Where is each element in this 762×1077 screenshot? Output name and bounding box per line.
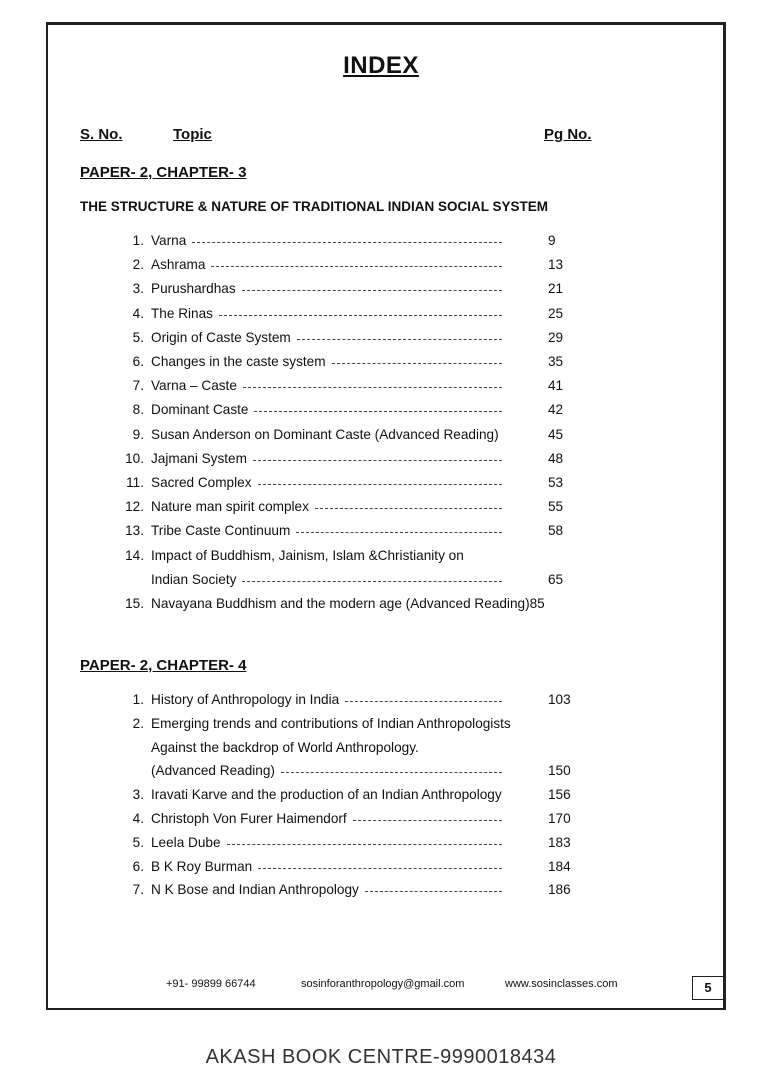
leader-dots bbox=[296, 532, 502, 533]
toc-entry-label: Sacred Complex bbox=[151, 475, 252, 490]
leader-dots bbox=[365, 891, 502, 892]
toc-entry-label: Christoph Von Furer Haimendorf bbox=[151, 811, 347, 826]
toc-entry-number: 4. bbox=[132, 305, 144, 321]
footer-website[interactable]: www.sosinclasses.com bbox=[505, 978, 618, 990]
toc-entry-page: 13 bbox=[548, 257, 564, 273]
toc-entry-page: 170 bbox=[548, 811, 571, 826]
toc-entry-page: 35 bbox=[548, 354, 564, 369]
chapter-4-heading: PAPER- 2, CHAPTER- 4 bbox=[80, 657, 247, 674]
toc-entry bbox=[0, 230, 762, 252]
toc-entry-label: Against the backdrop of World Anthropology. bbox=[151, 739, 419, 755]
toc-entry-number: 9. bbox=[132, 426, 144, 442]
toc-entry-number: 13. bbox=[125, 523, 144, 539]
leader-dots bbox=[211, 266, 502, 267]
toc-entry-page: 186 bbox=[548, 882, 571, 898]
toc-entry bbox=[0, 832, 762, 854]
toc-entry-label: N K Bose and Indian Anthropology bbox=[151, 882, 359, 898]
toc-entry-number: 2. bbox=[132, 715, 144, 731]
sno-header: S. No. bbox=[80, 126, 123, 143]
footer-phone: +91- 99899 66744 bbox=[166, 978, 256, 990]
leader-dots bbox=[281, 772, 502, 773]
toc-entry-label: Impact of Buddhism, Jainism, Islam &Christianity on bbox=[151, 547, 464, 563]
toc-entry bbox=[0, 278, 762, 300]
leader-dots bbox=[332, 363, 502, 364]
toc-entry-label: B K Roy Burman bbox=[151, 858, 253, 874]
toc-entry-number: 3. bbox=[132, 787, 144, 803]
toc-entry bbox=[0, 856, 762, 878]
toc-entry-page: 183 bbox=[548, 834, 571, 850]
footer-email[interactable]: sosinforanthropology@gmail.com bbox=[301, 978, 465, 990]
toc-entry-number: 5. bbox=[132, 329, 144, 345]
toc-entry-number: 3. bbox=[132, 281, 144, 297]
leader-dots bbox=[297, 339, 502, 340]
topic-header: Topic bbox=[173, 126, 212, 143]
toc-entry-number: 5. bbox=[132, 834, 144, 850]
toc-entry-label: History of Anthropology in India bbox=[151, 692, 340, 707]
leader-dots bbox=[345, 701, 502, 702]
toc-entry-label: Varna – Caste bbox=[151, 378, 237, 394]
toc-entry-page: 156 bbox=[548, 787, 571, 803]
toc-entry bbox=[0, 303, 762, 325]
toc-entry bbox=[0, 254, 762, 276]
toc-entry-number: 7. bbox=[132, 378, 144, 394]
page-title: INDEX bbox=[343, 52, 419, 79]
toc-entry bbox=[0, 760, 762, 782]
toc-entry-page: 45 bbox=[548, 426, 564, 442]
leader-dots bbox=[315, 508, 502, 509]
toc-entry-label: Ashrama bbox=[151, 257, 206, 273]
toc-entry bbox=[0, 424, 762, 446]
toc-entry bbox=[0, 520, 762, 542]
toc-entry-number: 1. bbox=[132, 233, 144, 248]
toc-entry bbox=[0, 713, 762, 735]
toc-entry-label: Varna bbox=[151, 233, 187, 248]
watermark-text: AKASH BOOK CENTRE-9990018434 bbox=[205, 1046, 557, 1068]
toc-entry-page: 21 bbox=[548, 281, 564, 297]
toc-entry-number: 6. bbox=[132, 354, 144, 369]
toc-entry-page: 9 bbox=[548, 233, 556, 248]
toc-entry-number: 6. bbox=[132, 858, 144, 874]
leader-dots bbox=[258, 868, 502, 869]
toc-entry bbox=[0, 545, 762, 567]
section-title: THE STRUCTURE & NATURE OF TRADITIONAL INDIAN SOCIAL SYSTEM bbox=[80, 199, 549, 214]
toc-entry-number: 1. bbox=[132, 692, 144, 707]
leader-dots bbox=[227, 844, 502, 845]
toc-entry-label: Changes in the caste system bbox=[151, 354, 326, 369]
toc-entry-label: Jajmani System bbox=[151, 450, 247, 466]
toc-entry bbox=[0, 327, 762, 349]
toc-entry-label: Susan Anderson on Dominant Caste (Advanced Reading) bbox=[151, 426, 499, 442]
toc-entry-page: 41 bbox=[548, 378, 564, 394]
toc-entry-label: Purushardhas bbox=[151, 281, 236, 297]
leader-dots bbox=[254, 411, 502, 412]
toc-entry-number: 10. bbox=[125, 450, 144, 466]
leader-dots bbox=[253, 460, 502, 461]
toc-entry-label: Nature man spirit complex bbox=[151, 499, 309, 515]
toc-entry-label: Leela Dube bbox=[151, 834, 221, 850]
toc-entry-number: 2. bbox=[132, 257, 144, 273]
toc-entry-label: The Rinas bbox=[151, 305, 213, 321]
toc-entry bbox=[0, 375, 762, 397]
leader-dots bbox=[353, 820, 502, 821]
toc-entry-page: 65 bbox=[548, 571, 564, 587]
toc-entry bbox=[0, 689, 762, 711]
toc-entry-page: 42 bbox=[548, 402, 564, 418]
toc-entry bbox=[0, 593, 762, 615]
toc-entry-label: Dominant Caste bbox=[151, 402, 249, 418]
toc-entry-page: 25 bbox=[548, 305, 564, 321]
toc-entry bbox=[0, 879, 762, 901]
toc-entry-label: Indian Society bbox=[151, 571, 237, 587]
toc-entry-page: 48 bbox=[548, 450, 564, 466]
leader-dots bbox=[192, 242, 502, 243]
toc-entry-number: 12. bbox=[125, 499, 144, 515]
toc-entry-page: 55 bbox=[548, 499, 564, 515]
toc-entry-number: 7. bbox=[132, 882, 144, 898]
leader-dots bbox=[242, 581, 502, 582]
toc-entry bbox=[0, 569, 762, 591]
toc-entry-label: Origin of Caste System bbox=[151, 329, 291, 345]
toc-entry-label: Iravati Karve and the production of an Indian Anthropology bbox=[151, 787, 502, 803]
toc-entry-number: 8. bbox=[132, 402, 144, 418]
toc-entry bbox=[0, 808, 762, 830]
toc-entry-label: Tribe Caste Continuum bbox=[151, 523, 291, 539]
toc-entry bbox=[0, 784, 762, 806]
toc-entry-page: 103 bbox=[548, 692, 571, 707]
toc-entry bbox=[0, 351, 762, 373]
toc-entry-number: 11. bbox=[126, 475, 144, 490]
leader-dots bbox=[258, 484, 503, 485]
toc-entry bbox=[0, 472, 762, 494]
toc-entry-page: 184 bbox=[548, 858, 571, 874]
toc-entry-page: 53 bbox=[548, 475, 564, 490]
toc-entry-label: Navayana Buddhism and the modern age (Advanced Reading)85 bbox=[151, 596, 545, 611]
page-number-header: Pg No. bbox=[544, 126, 592, 143]
toc-entry-page: 29 bbox=[548, 329, 564, 345]
leader-dots bbox=[243, 387, 502, 388]
page-number-badge: 5 bbox=[692, 976, 724, 1000]
toc-entry-number: 15. bbox=[125, 596, 144, 611]
toc-entry bbox=[0, 496, 762, 518]
toc-entry bbox=[0, 448, 762, 470]
chapter-3-heading: PAPER- 2, CHAPTER- 3 bbox=[80, 164, 247, 181]
toc-entry-page: 58 bbox=[548, 523, 564, 539]
toc-entry bbox=[0, 399, 762, 421]
toc-entry-label: (Advanced Reading) bbox=[151, 763, 275, 779]
toc-entry-label: Emerging trends and contributions of Indian Anthropologists bbox=[151, 715, 511, 731]
leader-dots bbox=[219, 315, 502, 316]
toc-entry-page: 150 bbox=[548, 763, 571, 779]
toc-entry-number: 14. bbox=[125, 547, 144, 563]
toc-entry bbox=[0, 737, 762, 759]
leader-dots bbox=[242, 290, 502, 291]
toc-entry-number: 4. bbox=[132, 811, 144, 826]
